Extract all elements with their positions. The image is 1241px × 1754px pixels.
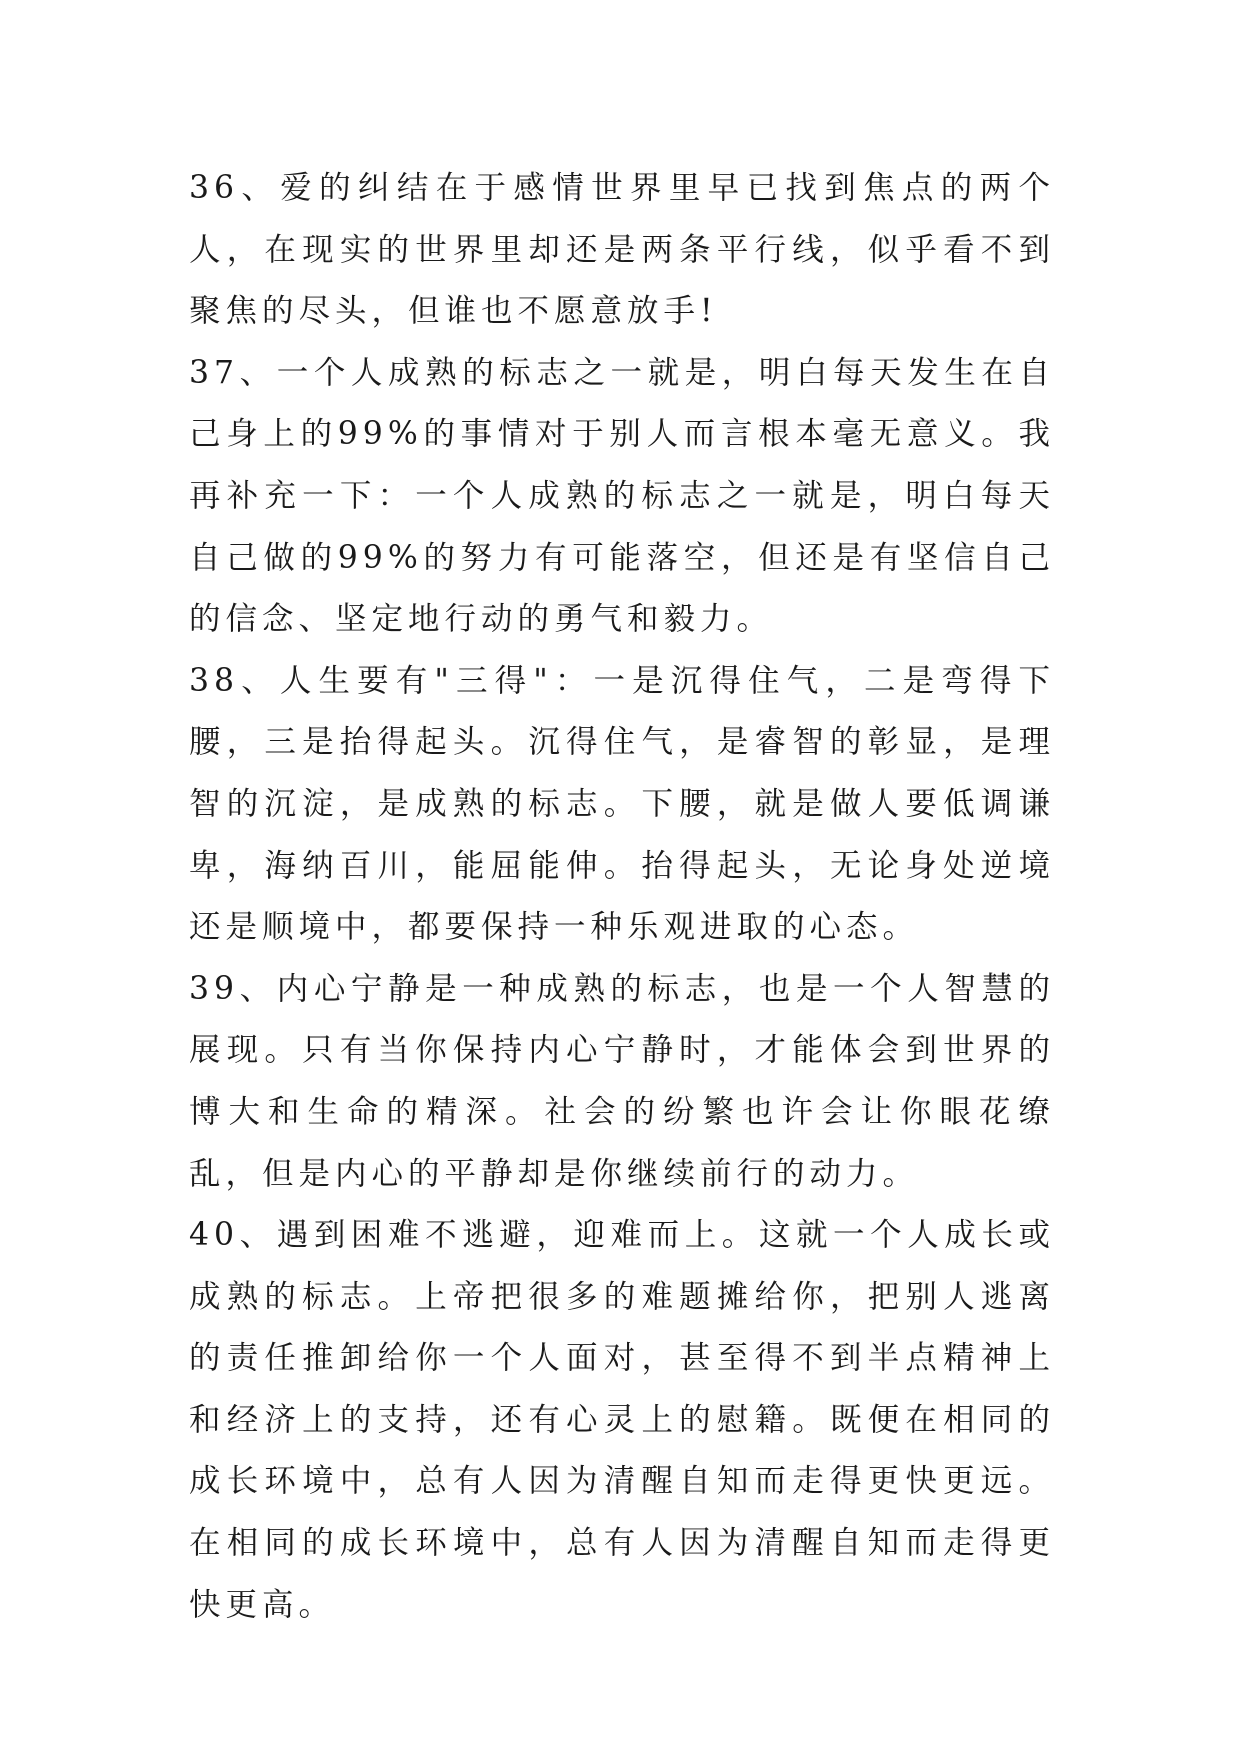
paragraph-39: 39、内心宁静是一种成熟的标志，也是一个人智慧的展现。只有当你保持内心宁静时，才能体会到世界的博大和生命的精深。社会的纷繁也许会让你眼花缭乱，但是内心的平静却是你继续前行的动力。 — [189, 970, 1055, 1192]
paragraph-36: 36、爱的纠结在于感情世界里早已找到焦点的两个人，在现实的世界里却还是两条平行线，似乎看不到聚焦的尽头，但谁也不愿意放手! — [189, 170, 1055, 330]
paragraph-38: 38、人生要有"三得"：一是沉得住气，二是弯得下腰，三是抬得起头。沉得住气，是睿智的彰显，是理智的沉淀，是成熟的标志。下腰，就是做人要低调谦卑，海纳百川，能屈能伸。抬得起头，无论身处逆境还是顺境中，都要保持一种乐观进取的心态。 — [189, 662, 1055, 946]
paragraph-37: 37、一个人成熟的标志之一就是，明白每天发生在自己身上的99%的事情对于别人而言根本毫无意义。我再补充一下：一个人成熟的标志之一就是，明白每天自己做的99%的努力有可能落空，但还是有坚信自己的信念、坚定地行动的勇气和毅力。 — [189, 354, 1055, 638]
document-body — [189, 158, 1055, 1636]
paragraph-40: 40、遇到困难不逃避，迎难而上。这就一个人成长或成熟的标志。上帝把很多的难题摊给你，把别人逃离的责任推卸给你一个人面对，甚至得不到半点精神上和经济上的支持，还有心灵上的慰籍。既便在相同的成长环境中，总有人因为清醒自知而走得更快更远。在相同的成长环境中，总有人因为清醒自知而走得更快更高。 — [189, 1217, 1055, 1623]
